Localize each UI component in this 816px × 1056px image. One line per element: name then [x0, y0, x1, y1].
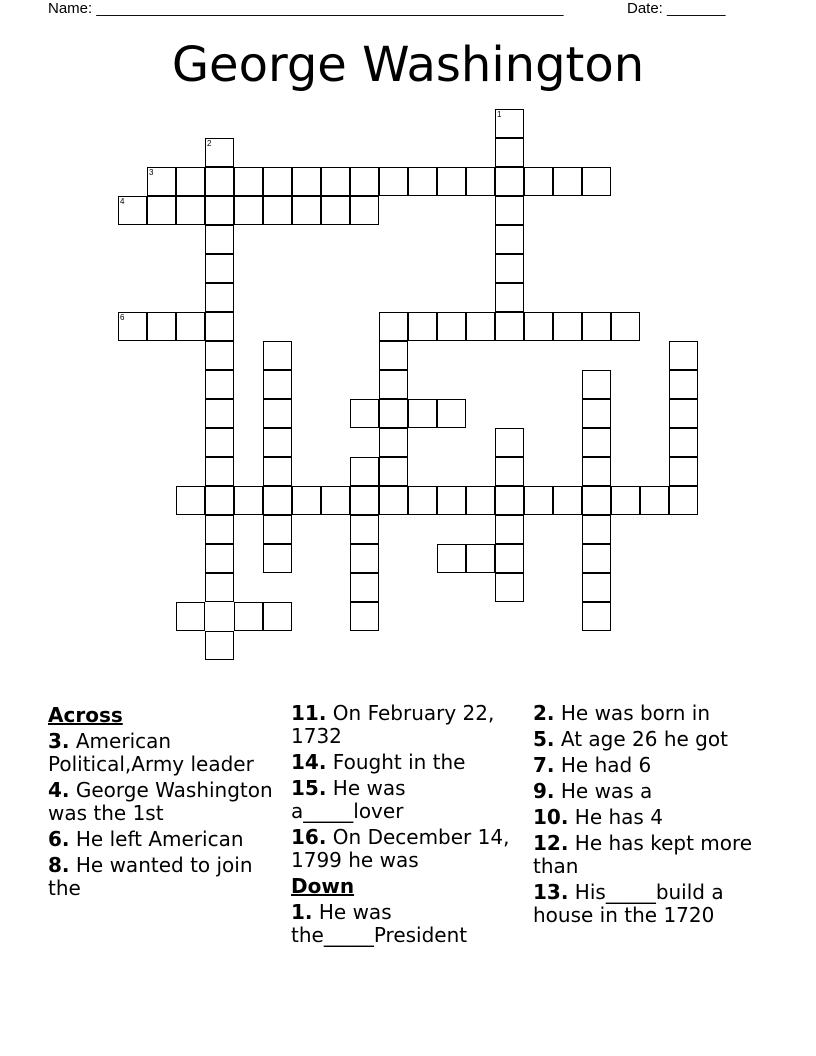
grid-cell[interactable] — [495, 196, 524, 225]
grid-cell[interactable] — [582, 515, 611, 544]
across-clue-list — [48, 730, 280, 900]
clue-item — [48, 730, 280, 776]
clue-item — [533, 702, 765, 725]
grid-cell[interactable] — [263, 515, 292, 544]
clue-item — [291, 826, 523, 872]
clue-item-text: On December 14, 1799 he was — [291, 825, 510, 872]
clue-number: 2 — [207, 139, 212, 148]
grid-cell[interactable] — [205, 399, 234, 428]
grid-cell[interactable] — [118, 312, 147, 341]
clue-item-number: 15. — [291, 776, 327, 800]
grid-cell[interactable] — [379, 428, 408, 457]
down-clue-list-continued — [533, 702, 765, 927]
clue-item-number: 10. — [533, 805, 569, 829]
grid-cell[interactable] — [379, 370, 408, 399]
clue-item-text: American Political,Army leader — [48, 729, 254, 776]
grid-cell[interactable] — [553, 312, 582, 341]
grid-cell[interactable] — [437, 486, 466, 515]
grid-cell[interactable] — [205, 370, 234, 399]
grid-cell[interactable] — [408, 399, 437, 428]
grid-cell[interactable] — [495, 312, 524, 341]
clue-item-text: His_____build a house in the 1720 — [533, 880, 724, 927]
clue-item-text: He left American — [75, 827, 244, 851]
grid-cell[interactable] — [669, 370, 698, 399]
clue-number: 6 — [120, 313, 125, 322]
grid-cell[interactable] — [669, 457, 698, 486]
grid-cell[interactable] — [582, 167, 611, 196]
grid-cell[interactable] — [205, 515, 234, 544]
clue-item-number: 4. — [48, 778, 70, 802]
grid-cell[interactable] — [437, 544, 466, 573]
clue-item — [533, 832, 765, 878]
page-title: George Washington — [171, 37, 645, 93]
grid-cell[interactable] — [582, 573, 611, 602]
clue-number: 1 — [497, 110, 502, 119]
grid-cell[interactable] — [466, 486, 495, 515]
grid-cell[interactable] — [437, 399, 466, 428]
grid-cell[interactable] — [205, 196, 234, 225]
grid-cell[interactable] — [263, 544, 292, 573]
grid-cell[interactable] — [495, 225, 524, 254]
grid-cell[interactable] — [147, 196, 176, 225]
grid-cell[interactable] — [205, 341, 234, 370]
grid-cell[interactable] — [292, 486, 321, 515]
clue-item-text: At age 26 he got — [560, 727, 728, 751]
clue-item-number: 16. — [291, 825, 327, 849]
grid-cell[interactable] — [582, 312, 611, 341]
clue-item — [533, 806, 765, 829]
clue-item — [533, 728, 765, 751]
grid-cell[interactable] — [524, 486, 553, 515]
grid-cell[interactable] — [524, 167, 553, 196]
grid-cell[interactable] — [495, 515, 524, 544]
grid-cell[interactable] — [350, 196, 379, 225]
grid-cell[interactable] — [176, 602, 205, 631]
clue-item — [533, 780, 765, 803]
clue-item-text: He has kept more than — [533, 831, 753, 878]
clue-item-text: He had 6 — [560, 753, 652, 777]
grid-cell[interactable] — [437, 167, 466, 196]
grid-cell[interactable] — [205, 283, 234, 312]
clue-column-3 — [533, 702, 765, 930]
clue-item — [533, 754, 765, 777]
grid-cell[interactable] — [176, 486, 205, 515]
grid-cell[interactable] — [669, 428, 698, 457]
clue-item-number: 13. — [533, 880, 569, 904]
grid-cell[interactable] — [205, 225, 234, 254]
grid-cell[interactable] — [350, 486, 379, 515]
grid-cell[interactable] — [350, 399, 379, 428]
grid-cell[interactable] — [263, 370, 292, 399]
clue-number: 4 — [120, 197, 125, 206]
across-heading: Across — [48, 703, 123, 727]
clue-item-number: 3. — [48, 729, 70, 753]
grid-cell[interactable] — [379, 341, 408, 370]
grid-cell[interactable] — [408, 312, 437, 341]
grid-cell[interactable] — [176, 312, 205, 341]
clue-item-number: 5. — [533, 727, 555, 751]
grid-cell[interactable] — [234, 486, 263, 515]
clue-item — [48, 828, 280, 851]
grid-cell[interactable] — [495, 544, 524, 573]
clue-item-number: 1. — [291, 900, 313, 924]
grid-cell[interactable] — [466, 312, 495, 341]
grid-cell[interactable] — [495, 457, 524, 486]
grid-cell[interactable] — [205, 486, 234, 515]
grid-cell[interactable] — [321, 167, 350, 196]
grid-cell[interactable] — [582, 486, 611, 515]
grid-cell[interactable] — [263, 428, 292, 457]
grid-cell[interactable] — [495, 254, 524, 283]
grid-cell[interactable] — [408, 167, 437, 196]
grid-cell[interactable] — [582, 602, 611, 631]
clue-item — [48, 854, 280, 900]
grid-cell[interactable] — [495, 486, 524, 515]
grid-cell[interactable] — [379, 486, 408, 515]
grid-cell[interactable] — [263, 341, 292, 370]
clue-item-number: 9. — [533, 779, 555, 803]
grid-cell[interactable] — [350, 544, 379, 573]
grid-cell[interactable] — [205, 167, 234, 196]
grid-cell[interactable] — [495, 283, 524, 312]
grid-cell[interactable] — [379, 457, 408, 486]
grid-cell[interactable] — [524, 312, 553, 341]
clue-column-2 — [291, 702, 523, 950]
clue-item-text: He was a — [560, 779, 653, 803]
grid-cell[interactable] — [553, 167, 582, 196]
clue-item — [291, 901, 523, 947]
grid-cell[interactable] — [147, 167, 176, 196]
name-field-label: Name: ________________________________________________________ — [48, 0, 564, 17]
grid-cell[interactable] — [263, 602, 292, 631]
clue-number: 3 — [149, 168, 154, 177]
grid-cell[interactable] — [205, 544, 234, 573]
clue-item-text: He wanted to join the — [48, 853, 253, 900]
grid-cell[interactable] — [582, 370, 611, 399]
grid-cell[interactable] — [350, 515, 379, 544]
grid-cell[interactable] — [205, 312, 234, 341]
grid-cell[interactable] — [234, 167, 263, 196]
grid-cell[interactable] — [582, 428, 611, 457]
grid-cell[interactable] — [466, 167, 495, 196]
grid-cell[interactable] — [205, 631, 234, 660]
grid-cell[interactable] — [495, 573, 524, 602]
clue-item — [48, 779, 280, 825]
clue-item — [291, 777, 523, 823]
grid-cell[interactable] — [321, 196, 350, 225]
grid-cell[interactable] — [263, 196, 292, 225]
grid-cell[interactable] — [205, 138, 234, 167]
grid-cell[interactable] — [582, 457, 611, 486]
clue-column-1 — [48, 702, 280, 903]
grid-cell[interactable] — [669, 341, 698, 370]
grid-cell[interactable] — [495, 109, 524, 138]
clue-item-number: 12. — [533, 831, 569, 855]
clue-item-number: 8. — [48, 853, 70, 877]
grid-cell[interactable] — [379, 312, 408, 341]
grid-cell[interactable] — [350, 457, 379, 486]
grid-cell[interactable] — [379, 399, 408, 428]
clue-item-number: 11. — [291, 701, 327, 725]
clue-item-number: 6. — [48, 827, 70, 851]
grid-cell[interactable] — [495, 138, 524, 167]
grid-cell[interactable] — [147, 312, 176, 341]
grid-cell[interactable] — [495, 167, 524, 196]
grid-cell[interactable] — [379, 167, 408, 196]
grid-cell[interactable] — [408, 486, 437, 515]
grid-cell[interactable] — [176, 167, 205, 196]
date-field-label: Date: _______ — [627, 0, 726, 17]
grid-cell[interactable] — [350, 573, 379, 602]
grid-cell[interactable] — [263, 457, 292, 486]
grid-cell[interactable] — [582, 399, 611, 428]
down-heading: Down — [291, 874, 355, 898]
grid-cell[interactable] — [495, 428, 524, 457]
grid-cell[interactable] — [263, 399, 292, 428]
grid-cell[interactable] — [263, 486, 292, 515]
grid-cell[interactable] — [263, 167, 292, 196]
grid-cell[interactable] — [466, 544, 495, 573]
grid-cell[interactable] — [611, 312, 640, 341]
grid-cell[interactable] — [205, 428, 234, 457]
clue-item-text: He was born in — [560, 701, 711, 725]
grid-cell[interactable] — [553, 486, 582, 515]
clue-item — [291, 702, 523, 748]
grid-cell[interactable] — [321, 486, 350, 515]
grid-cell[interactable] — [669, 399, 698, 428]
grid-cell[interactable] — [234, 602, 263, 631]
grid-cell[interactable] — [582, 544, 611, 573]
grid-cell[interactable] — [205, 573, 234, 602]
clue-item-text: He was a_____lover — [291, 776, 406, 823]
grid-cell[interactable] — [437, 312, 466, 341]
clue-item-text: Fought in the — [332, 750, 466, 774]
grid-cell[interactable] — [292, 167, 321, 196]
clue-item — [533, 881, 765, 927]
grid-cell[interactable] — [234, 196, 263, 225]
grid-cell[interactable] — [118, 196, 147, 225]
across-clue-list-continued — [291, 702, 523, 872]
grid-cell[interactable] — [292, 196, 321, 225]
grid-cell[interactable] — [350, 167, 379, 196]
clue-item-number: 2. — [533, 701, 555, 725]
clue-item-text: George Washington was the 1st — [48, 778, 273, 825]
clue-item-text: He has 4 — [574, 805, 663, 829]
grid-cell[interactable] — [640, 486, 669, 515]
down-clue-list — [291, 901, 523, 947]
clue-item-text: He was the_____President — [291, 900, 468, 947]
clue-item-text: On February 22, 1732 — [291, 701, 495, 748]
grid-cell[interactable] — [611, 486, 640, 515]
clue-item-number: 7. — [533, 753, 555, 777]
grid-cell[interactable] — [350, 602, 379, 631]
grid-cell[interactable] — [205, 457, 234, 486]
grid-cell[interactable] — [669, 486, 698, 515]
grid-cell[interactable] — [205, 254, 234, 283]
clue-item — [291, 751, 523, 774]
clue-item-number: 14. — [291, 750, 327, 774]
grid-cell[interactable] — [176, 196, 205, 225]
